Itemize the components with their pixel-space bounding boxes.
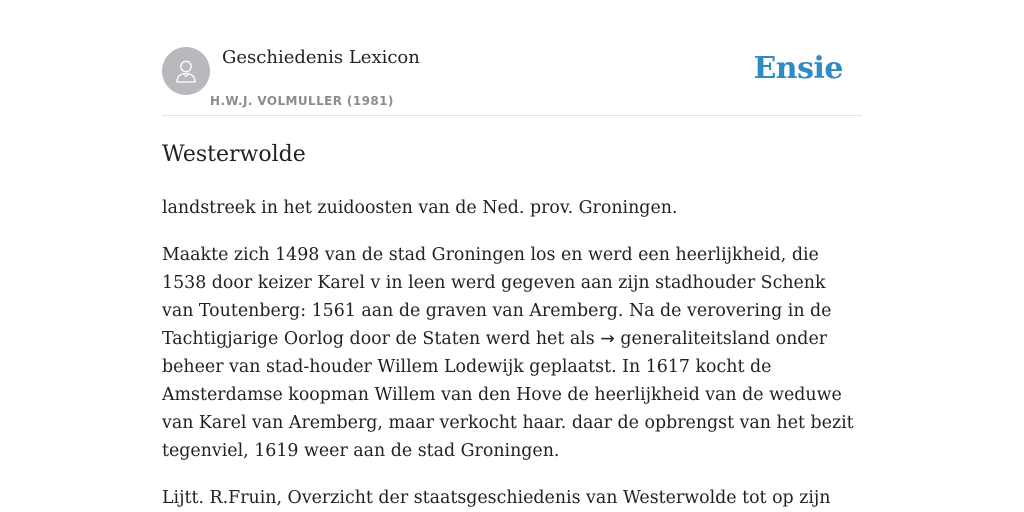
page (162, 0, 862, 512)
link-generaliteitsland[interactable]: generaliteitsland (620, 329, 771, 349)
body-text-before-link: Maakte zich 1498 van de stad Groningen los en werd een heerlijkheid, die 1538 door keizer Karel v in leen werd gegeven aan zijn stadhouder Schenk van Toutenberg: 1561 aan de graven van Aremberg. Na de verovering in de Tachtigjarige Oorlog door de Staten werd het als (162, 245, 832, 349)
literature-reference: Lijtt. R.Fruin, Overzicht der staatsgeschiedenis van Westerwolde tot op zijn (162, 488, 831, 508)
entry-title: Westerwolde (162, 142, 306, 167)
book-title[interactable]: Geschiedenis Lexicon (222, 47, 420, 68)
arrow-right-icon[interactable]: → (600, 329, 615, 349)
header (162, 0, 862, 116)
user-icon (172, 57, 200, 85)
brand-logo[interactable]: Ensie (753, 51, 843, 86)
entry-body (162, 241, 862, 465)
author-byline: H.W.J. VOLMULLER (1981) (210, 94, 394, 108)
entry-content (162, 194, 862, 512)
avatar[interactable] (162, 47, 210, 95)
body-text-after-link: onder beheer van stad-houder Willem Lodewijk geplaatst. In 1617 kocht de Amsterdamse koopman Willem van den Hove de heerlijkheid van de weduwe van Karel van Aremberg, maar verkocht haar. daar de opbrengst van het bezit tegenviel, 1619 weer aan de stad Groningen. (162, 329, 854, 461)
entry-definition: landstreek in het zuidoosten van de Ned. prov. Groningen. (162, 198, 678, 218)
